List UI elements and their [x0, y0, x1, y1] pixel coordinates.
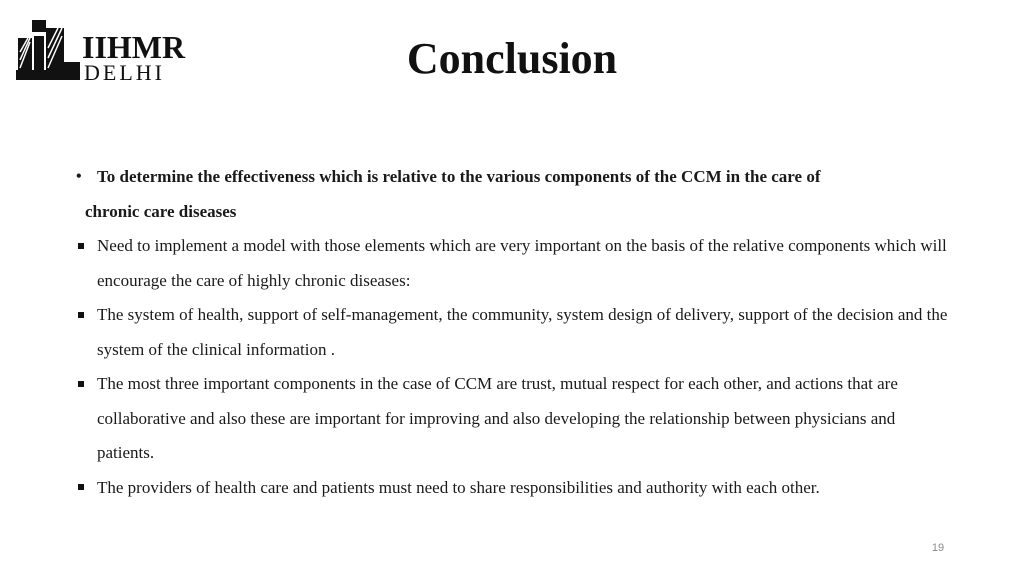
- bullet-item-3-text: The system of health, support of self-management, the community, system design of delivery, support of the decision and the system of the clinical information .: [97, 305, 948, 359]
- bullet-item-3: [76, 298, 956, 367]
- bullet-item-2-text: Need to implement a model with those elements which are very important on the basis of the relative components which will encourage the care of highly chronic diseases:: [97, 236, 947, 290]
- bullet-item-1-line1: To determine the effectiveness which is relative to the various components of the CCM in the care of: [97, 167, 821, 186]
- bullet-item-2: [76, 229, 956, 298]
- logo-text-bottom: DELHI: [84, 60, 165, 82]
- dot-bullet-icon: •: [76, 168, 82, 185]
- square-bullet-icon: [76, 229, 92, 264]
- square-bullet-icon: [76, 298, 92, 333]
- bullet-item-1: [76, 160, 956, 229]
- logo-text-top: IIHMR: [82, 29, 186, 65]
- bullet-item-5-text: The providers of health care and patients must need to share responsibilities and authority with each other.: [97, 477, 820, 497]
- slide-title: [0, 34, 1024, 84]
- bullet-list: [76, 160, 956, 505]
- bullet-item-4-text: The most three important components in the case of CCM are trust, mutual respect for each other, and actions that are collaborative and also these are important for improving and also developing the relationship between physicians and patients.: [97, 374, 898, 462]
- page-number: 19: [931, 542, 945, 554]
- square-bullet-icon: [76, 471, 92, 506]
- slide-title-text: Conclusion: [406, 34, 618, 83]
- bullet-item-5: [76, 471, 956, 506]
- bullet-item-4: [76, 367, 956, 471]
- bullet-item-1-line2: chronic care diseases: [85, 201, 237, 221]
- square-bullet-icon: [76, 367, 92, 402]
